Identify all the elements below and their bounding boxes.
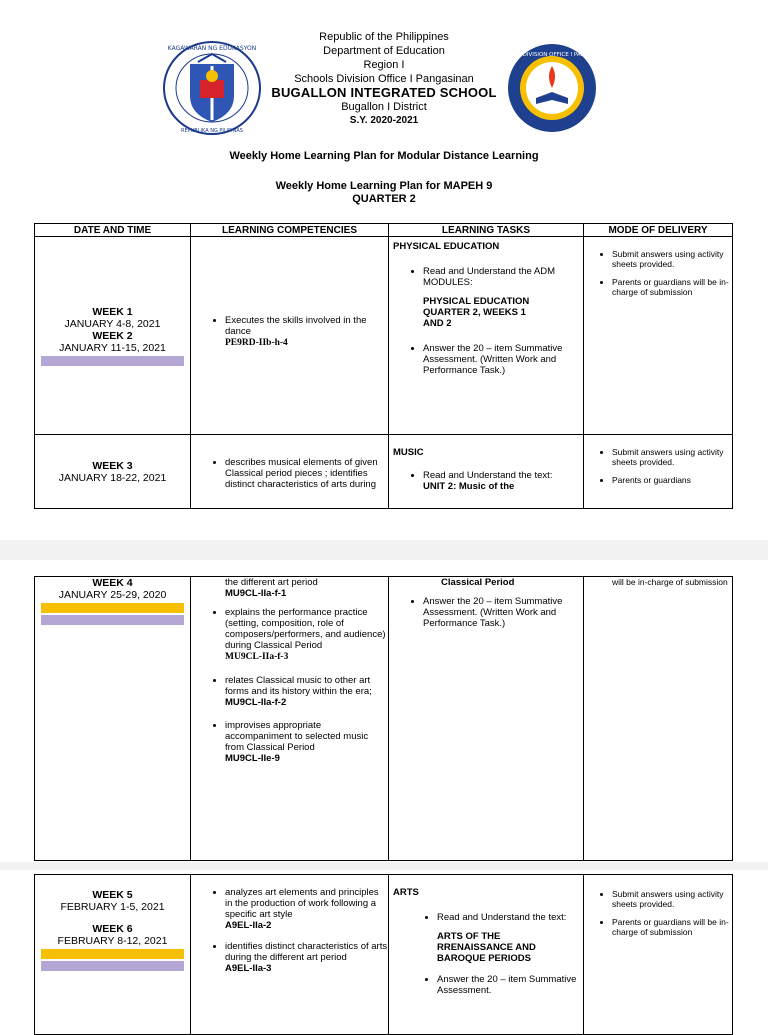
tasks-cell <box>389 435 584 509</box>
section-physical-education: PHYSICAL EDUCATION <box>393 241 500 252</box>
week-dates: JANUARY 18-22, 2021 <box>58 471 167 484</box>
task-item: • Answer the 20 – item Summative Assessment. <box>437 974 583 996</box>
week-label: WEEK 6 <box>92 923 133 935</box>
learning-plan-table-page1 <box>34 223 733 509</box>
competency-code: A9EL-IIa-3 <box>225 963 272 974</box>
week-dates: JANUARY 4-8, 2021 <box>64 317 161 330</box>
unit-title: UNIT 2: Music of the <box>423 481 515 492</box>
header-division: Schools Division Office I Pangasinan <box>294 73 474 85</box>
plan-title: Weekly Home Learning Plan for Modular Distance Learning <box>229 150 539 162</box>
topic-title: ARTS OF THE RRENAISSANCE AND BAROQUE PERIODS <box>437 931 536 964</box>
competency-code: MU9CL-IIa-f-1 <box>225 588 287 599</box>
tasks-cell <box>389 875 584 1035</box>
mode-cell <box>584 435 733 509</box>
page-gap <box>0 862 768 870</box>
plan-subject-title: Weekly Home Learning Plan for MAPEH 9 <box>275 180 493 192</box>
header-date-time: DATE AND TIME <box>35 224 191 237</box>
competency-item: • analyzes art elements and principles in the production of work following a specific art style A9EL-IIa-2 <box>225 887 388 931</box>
header-learning-tasks: LEARNING TASKS <box>389 224 584 237</box>
learning-plan-table-page2 <box>34 576 733 861</box>
mode-item: • Submit answers using activity sheets provided. <box>612 447 732 467</box>
task-item: • Read and Understand the ADM MODULES: PHYSICAL EDUCATION QUARTER 2, WEEKS 1 AND 2 <box>423 266 583 329</box>
unit-title-continuation: Classical Period <box>441 577 515 588</box>
date-cell-week4 <box>35 577 191 861</box>
competency-cell <box>191 435 389 509</box>
page-gap <box>0 540 768 560</box>
section-arts: ARTS <box>393 887 419 898</box>
week-dates: JANUARY 25-29, 2020 <box>58 589 167 601</box>
week-dates: FEBRUARY 8-12, 2021 <box>57 935 168 947</box>
competency-code: A9EL-IIa-2 <box>225 920 272 931</box>
competency-item: • explains the performance practice (setting, composition, role of composers/performers, and audience) during Classical Period MU9CL-IIa-f-3 <box>225 607 388 663</box>
week-label: WEEK 2 <box>92 329 133 342</box>
module-title: PHYSICAL EDUCATION QUARTER 2, WEEKS 1 AND 2 <box>423 296 530 329</box>
week-label: WEEK 1 <box>92 305 133 318</box>
header-school-name: BUGALLON INTEGRATED SCHOOL <box>271 85 497 100</box>
table-row <box>35 435 733 509</box>
mode-continuation: will be in-charge of submission <box>612 577 728 587</box>
competency-item: • Executes the skills involved in the dance PE9RD-IIb-h-4 <box>225 315 388 349</box>
competency-cell <box>191 237 389 435</box>
task-item: • Read and Understand the text: UNIT 2: Music of the <box>423 470 583 492</box>
date-cell-week5-6 <box>35 875 191 1035</box>
header-mode-of-delivery: MODE OF DELIVERY <box>584 224 733 237</box>
yellow-highlight-bar <box>41 949 184 959</box>
table-header-row <box>35 224 733 237</box>
purple-highlight-bar <box>41 356 184 366</box>
table-row <box>35 875 733 1035</box>
mode-item: • Submit answers using activity sheets provided. <box>612 249 732 269</box>
deped-seal-top-text: KAGAWARAN NG EDUKASYON <box>167 45 257 52</box>
mode-item: • Submit answers using activity sheets provided. <box>612 889 732 909</box>
date-cell-week1-2 <box>35 237 191 435</box>
week-label: WEEK 4 <box>92 577 133 589</box>
header-district: Bugallon I District <box>341 101 427 113</box>
tasks-cell <box>389 577 584 861</box>
header-region: Region I <box>363 59 405 71</box>
competency-item: • describes musical elements of given Classical period pieces ; identifies distinct characteristics of arts during <box>225 457 388 490</box>
mode-item: • Parents or guardians will be in-charge of submission <box>612 277 732 297</box>
competency-item: • improvises appropriate accompaniment to selected music from Classical Period MU9CL-IIe-9 <box>225 720 388 764</box>
competency-item: • relates Classical music to other art forms and its history within the era; MU9CL-IIa-f-2 <box>225 675 388 708</box>
task-item: • Answer the 20 – item Summative Assessment. (Written Work and Performance Task.) <box>423 596 583 629</box>
competency-code: MU9CL-IIe-9 <box>225 753 280 764</box>
header-school-year: S.Y. 2020-2021 <box>349 115 419 126</box>
header-learning-competencies: LEARNING COMPETENCIES <box>191 224 389 237</box>
week-dates: FEBRUARY 1-5, 2021 <box>60 901 165 913</box>
tasks-cell <box>389 237 584 435</box>
week-label: WEEK 5 <box>92 889 133 901</box>
competency-item: • identifies distinct characteristics of arts during the different art period A9EL-IIa-3 <box>225 941 388 974</box>
mode-cell <box>584 237 733 435</box>
week-label: WEEK 3 <box>92 459 133 472</box>
competency-continuation: the different art period MU9CL-IIa-f-1 <box>225 577 318 599</box>
mode-item: • Parents or guardians <box>612 475 732 485</box>
plan-quarter: QUARTER 2 <box>352 193 416 205</box>
header-republic: Republic of the Philippines <box>319 31 449 43</box>
competency-code: MU9CL-IIa-f-2 <box>225 697 287 708</box>
week-dates: JANUARY 11-15, 2021 <box>59 341 166 354</box>
document-header <box>0 30 768 128</box>
mode-cell <box>584 577 733 861</box>
competency-cell <box>191 875 389 1035</box>
purple-highlight-bar <box>41 961 184 971</box>
table-row <box>35 237 733 435</box>
deped-seal-bottom-text: REPUBLIKA NG PILIPINAS <box>181 128 243 134</box>
competency-cell <box>191 577 389 861</box>
mode-cell <box>584 875 733 1035</box>
purple-highlight-bar <box>41 615 184 625</box>
yellow-highlight-bar <box>41 603 184 613</box>
section-music: MUSIC <box>393 447 424 458</box>
competency-code: PE9RD-IIb-h-4 <box>225 337 288 348</box>
date-cell-week3 <box>35 435 191 509</box>
mode-item: • Parents or guardians will be in-charge of submission <box>612 917 732 937</box>
sdo-seal-text: SCHOOLS DIVISION OFFICE I PANGASINAN <box>494 52 610 58</box>
task-item: • Read and Understand the text: ARTS OF THE RRENAISSANCE AND BAROQUE PERIODS <box>437 912 583 964</box>
competency-code: MU9CL-IIa-f-3 <box>225 652 289 662</box>
task-item: • Answer the 20 – item Summative Assessment. (Written Work and Performance Task.) <box>423 343 583 376</box>
header-department: Department of Education <box>323 45 445 57</box>
learning-plan-table-page3 <box>34 874 733 1035</box>
table-row <box>35 577 733 861</box>
